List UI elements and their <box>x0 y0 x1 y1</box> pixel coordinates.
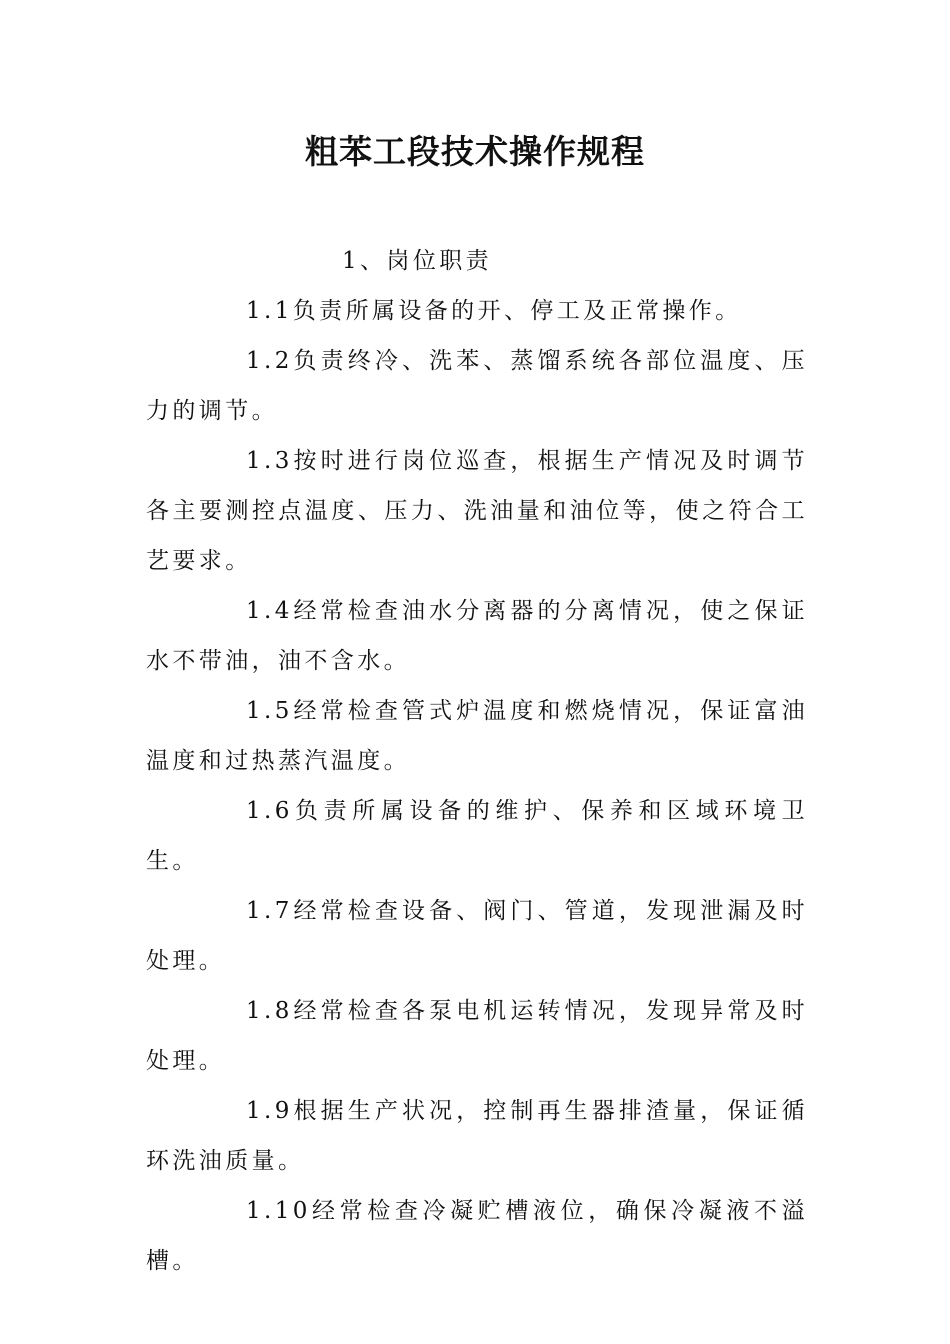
paragraph-1-2: 1.2负责终冷、洗苯、蒸馏系统各部位温度、压力的调节。 <box>146 348 808 424</box>
paragraph-1-10: 1.10经常检查冷凝贮槽液位，确保冷凝液不溢槽。 <box>146 1198 808 1274</box>
document-body <box>146 236 808 1286</box>
document-title: 粗苯工段技术操作规程 <box>305 132 645 171</box>
paragraph-1-1: 1.1负责所属设备的开、停工及正常操作。 <box>246 298 742 324</box>
paragraph-1-6: 1.6负责所属设备的维护、保养和区域环境卫生。 <box>146 798 808 874</box>
paragraph-1-7: 1.7经常检查设备、阀门、管道，发现泄漏及时处理。 <box>146 898 808 974</box>
paragraph-1-8: 1.8经常检查各泵电机运转情况，发现异常及时处理。 <box>146 998 808 1074</box>
paragraph-1-5: 1.5经常检查管式炉温度和燃烧情况，保证富油温度和过热蒸汽温度。 <box>146 698 808 774</box>
paragraph-1-9: 1.9根据生产状况，控制再生器排渣量，保证循环洗油质量。 <box>146 1098 808 1174</box>
section-heading: 1、岗位职责 <box>342 248 493 274</box>
paragraph-1-3: 1.3按时进行岗位巡查，根据生产情况及时调节各主要测控点温度、压力、洗油量和油位等，使之符合工艺要求。 <box>146 448 808 574</box>
paragraph-1-4: 1.4经常检查油水分离器的分离情况，使之保证水不带油，油不含水。 <box>146 598 808 674</box>
